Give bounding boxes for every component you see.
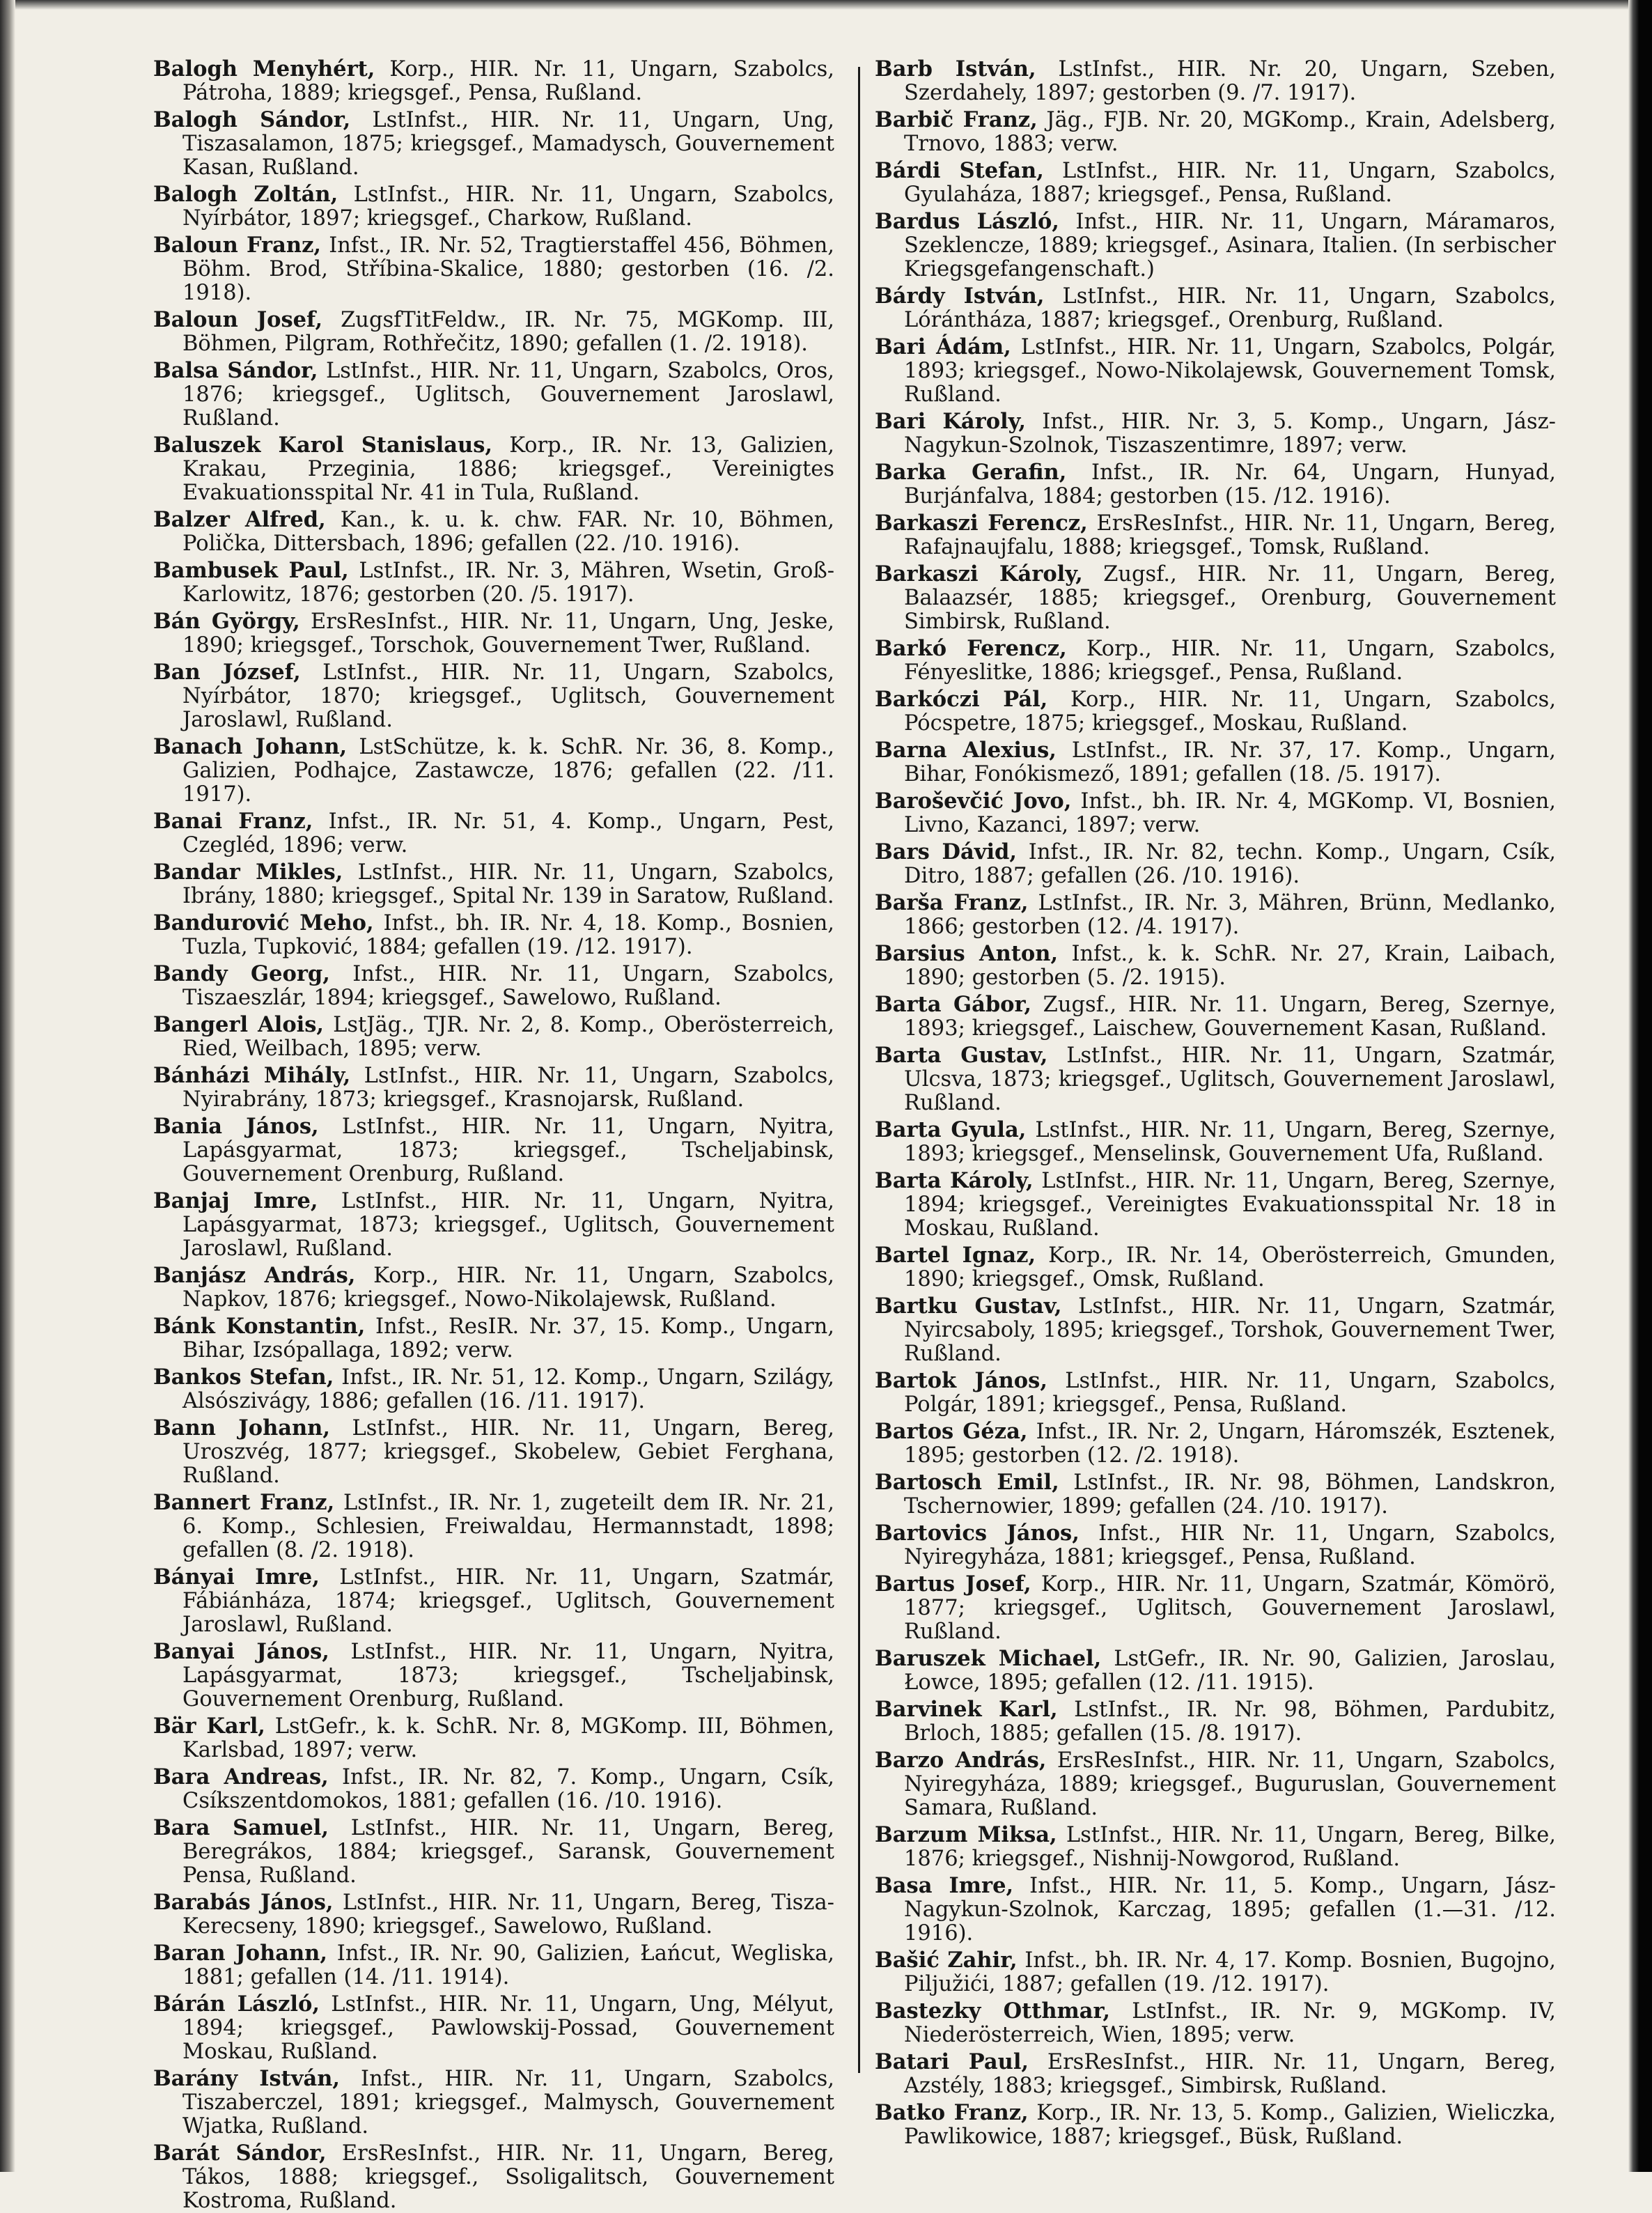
entry-details: Jäg., FJB. Nr. 20, MGKomp., Krain, Adelsberg, Trnovo, 1883; verw. [904,108,1556,156]
list-entry [875,460,1556,508]
entry-details: Infst., HIR. Nr. 11, Ungarn, Máramaros, Szeklencze, 1889; kriegsgef., Asinara, Italien. (In serbischer Kriegsgefangenschaft.) [904,210,1557,281]
entry-name: Bánházi Mihály, [153,1063,351,1088]
entry-name: Bann Johann, [153,1415,330,1441]
entry-name: Bartel Ignaz, [875,1243,1036,1268]
entry-name: Bartus Josef, [875,1571,1031,1597]
entry-name: Bartosch Emil, [875,1470,1059,1495]
list-entry [153,1491,834,1562]
entry-details: LstInfst., IR. Nr. 9, MGKomp. IV, Niederösterreich, Wien, 1895; verw. [904,1999,1556,2047]
entry-details: LstInfst., HIR. Nr. 11, Ungarn, Szabolcs, Lórántháza, 1887; kriegsgef., Orenburg, Rußland. [904,284,1556,332]
entry-name: Barbič Franz, [875,107,1038,132]
entry-name: Bárdi Stefan, [875,158,1044,183]
entry-details: Korp., IR. Nr. 13, 5. Komp., Galizien, Wieliczka, Pawlikowice, 1887; kriegsgef., Büsk, Rußland. [904,2101,1556,2149]
entry-details: ErsResInfst., HIR. Nr. 11, Ungarn, Szabolcs, Nyiregyháza, 1889; kriegsgef., Buguruslan, Gouvernement Samara, Rußland. [904,1748,1556,1820]
entry-details: Infst., HIR. Nr. 11, Ungarn, Szabolcs, Tiszaberczel, 1891; kriegsgef., Malmysch, Gouvernement Wjatka, Rußland. [182,2067,834,2138]
entry-details: LstInfst., HIR. Nr. 11, Ungarn, Bereg, Tisza-Kerecseny, 1890; kriegsgef., Sawelowo, Rußland. [182,1890,834,1939]
list-entry [875,1698,1556,1746]
entry-details: Korp., HIR. Nr. 11, Ungarn, Szatmár, Kömörö, 1877; kriegsgef., Uglitsch, Gouvernement Jaroslawl, Rußland. [904,1572,1556,1644]
list-entry [153,1416,834,1488]
entry-details: Infst., HIR. Nr. 11, 5. Komp., Ungarn, Jász-Nagykun-Szolnok, Karczag, 1895; gefallen (1.—31. /12. 1916). [904,1874,1556,1946]
entry-name: Bars Dávid, [875,839,1017,864]
entry-details: Infst., IR. Nr. 90, Galizien, Łańcut, Wegliska, 1881; gefallen (14. /11. 1914). [182,1941,834,1989]
list-entry [875,210,1556,281]
entry-details: Korp., HIR. Nr. 11, Ungarn, Szabolcs, Napkov, 1876; kriegsgef., Nowo-Nikolajewsk, Rußland. [182,1264,834,1312]
list-entry [875,1294,1556,1366]
list-entry [153,359,834,430]
entry-name: Bandurović Meho, [153,910,374,935]
entry-name: Balsa Sándor, [153,358,318,383]
list-entry [875,688,1556,736]
entry-details: Infst., IR. Nr. 51, 4. Komp., Ungarn, Pest, Czegléd, 1896; verw. [182,809,834,857]
list-entry [153,2067,834,2138]
list-entry [153,609,834,658]
entry-details: Korp., IR. Nr. 14, Oberösterreich, Gmunden, 1890; kriegsgef., Omsk, Rußland. [904,1243,1556,1291]
entry-details: Infst., IR. Nr. 52, Tragtierstaffel 456, Böhmen, Böhm. Brod, Stříbina-Skalice, 1880; gestorben (16. /2. 1918). [182,233,834,305]
entry-name: Baruszek Michael, [875,1646,1102,1671]
entry-details: Infst., bh. IR. Nr. 4, 18. Komp., Bosnien, Tuzla, Tupković, 1884; gefallen (19. /12. 1917). [182,911,834,959]
list-entry [875,57,1556,105]
list-entry [875,1169,1556,1241]
entry-details: LstGefr., IR. Nr. 90, Galizien, Jaroslau, Łowce, 1895; gefallen (12. /11. 1915). [904,1647,1557,1695]
entry-name: Baloun Josef, [153,307,323,332]
entry-name: Barna Alexius, [875,738,1057,763]
list-entry [875,1369,1556,1417]
entry-details: LstInfst., HIR. Nr. 11, Ungarn, Szabolcs, Nyírbátor, 1897; kriegsgef., Charkow, Rußland. [182,183,834,231]
entry-name: Bán György, [153,609,300,634]
list-entry [153,1013,834,1061]
entry-details: Infst., HIR Nr. 11, Ungarn, Szabolcs, Nyiregyháza, 1881; kriegsgef., Pensa, Rußland. [904,1521,1556,1569]
entry-name: Barzo András, [875,1748,1047,1773]
list-entry [875,1999,1556,2047]
entry-details: LstGefr., k. k. SchR. Nr. 8, MGKomp. III, Böhmen, Karlsbad, 1897; verw. [182,1714,835,1762]
entry-name: Banjaj Imre, [153,1188,318,1213]
entry-name: Baloun Franz, [153,233,322,258]
list-entry [875,637,1556,685]
list-entry [153,809,834,857]
entry-details: Infst., k. k. SchR. Nr. 27, Krain, Laibach, 1890; gestorben (5. /2. 1915). [904,942,1556,990]
entry-details: ErsResInfst., HIR. Nr. 11, Ungarn, Bereg, Rafajnaujfalu, 1888; kriegsgef., Tomsk, Rußland. [904,511,1556,559]
entry-details: LstInfst., IR. Nr. 3, Mähren, Brünn, Medlanko, 1866; gestorben (12. /4. 1917). [904,891,1557,939]
entry-details: LstInfst., HIR. Nr. 11, Ungarn, Szatmár, Fábiánháza, 1874; kriegsgef., Uglitsch, Gouvernement Jaroslawl, Rußland. [182,1565,834,1637]
list-entry [875,1948,1556,1996]
entry-details: Infst., IR. Nr. 82, techn. Komp., Ungarn, Csík, Ditro, 1887; gefallen (26. /10. 1916). [904,840,1556,888]
entry-name: Baran Johann, [153,1941,327,1966]
entry-details: LstInfst., HIR. Nr. 11, Ungarn, Bereg, Uroszvég, 1877; kriegsgef., Skobelew, Gebiet Ferghana, Rußland. [182,1416,834,1488]
entry-details: LstInfst., HIR. Nr. 11, Ungarn, Szabolcs, Ibrány, 1880; kriegsgef., Spital Nr. 139 in Saratow, Rußland. [182,860,834,908]
entry-name: Barb István, [875,56,1036,81]
list-entry [875,942,1556,990]
list-entry [875,1572,1556,1644]
entry-details: ErsResInfst., HIR. Nr. 11, Ungarn, Bereg, Tákos, 1888; kriegsgef., Ssoligalitsch, Gouvernement Kostroma, Rußland. [182,2141,834,2213]
list-entry [153,1365,834,1413]
entry-details: Infst., ResIR. Nr. 37, 15. Komp., Ungarn, Bihar, Izsópallaga, 1892; verw. [182,1314,835,1362]
entry-name: Bannert Franz, [153,1490,335,1515]
list-entry [153,1640,834,1711]
column-divider [858,67,860,2073]
list-entry [153,660,834,732]
list-entry [153,735,834,807]
list-entry [875,993,1556,1041]
entry-details: LstInfst., HIR. Nr. 11, Ungarn, Szatmár, Nyircsaboly, 1895; kriegsgef., Torshok, Gouvernement Twer, Rußland. [904,1294,1556,1366]
list-entry [875,1420,1556,1468]
entry-details: LstInfst., HIR. Nr. 11, Ungarn, Szabolcs, Oros, 1876; kriegsgef., Uglitsch, Gouvernement Jaroslawl, Rußland. [182,359,834,430]
entry-name: Bartok János, [875,1368,1047,1393]
entry-name: Bär Karl, [153,1714,265,1739]
entry-name: Bánk Konstantin, [153,1314,366,1339]
entry-name: Bartku Gustav, [875,1294,1062,1319]
entry-name: Ban József, [153,660,301,685]
entry-details: LstInfst., HIR. Nr. 11, Ungarn, Bereg, Bilke, 1876; kriegsgef., Nishnij-Nowgorod, Rußland. [904,1823,1557,1871]
entry-name: Bartovics János, [875,1521,1080,1546]
entry-details: LstInfst., HIR. Nr. 11, Ungarn, Bereg, Szernye, 1894; kriegsgef., Vereinigtes Evakuationsspital Nr. 18 in Moskau, Rußland. [904,1169,1556,1241]
entry-name: Bardus László, [875,209,1059,234]
list-entry [875,1243,1556,1291]
entry-details: LstInfst., HIR. Nr. 11, Ungarn, Nyitra, Lapásgyarmat, 1873; kriegsgef., Tscheljabinsk, Gouvernement Orenburg, Rußland. [182,1115,834,1186]
list-entry [153,57,834,105]
entry-details: LstInfst., HIR. Nr. 11, Ungarn, Szabolcs, Gyulaháza, 1887; kriegsgef., Pensa, Rußland. [904,159,1556,207]
list-entry [875,511,1556,559]
entry-name: Bárán László, [153,1991,320,2017]
entry-details: Infst., bh. IR. Nr. 4, 17. Komp. Bosnien, Bugojno, Piljužići, 1887; gefallen (19. /12. 1917). [904,1948,1557,1996]
entry-name: Barsius Anton, [875,941,1059,966]
entry-name: Barkóczi Pál, [875,687,1048,712]
entry-details: LstInfst., HIR. Nr. 11, Ungarn, Nyitra, Lapásgyarmat, 1873; kriegsgef., Uglitsch, Gouvernement Jaroslawl, Rußland. [182,1189,834,1261]
entry-name: Bandar Mikles, [153,860,343,885]
list-entry [875,738,1556,786]
entry-details: LstInfst., HIR. Nr. 11, Ungarn, Nyitra, Lapásgyarmat, 1873; kriegsgef., Tscheljabinsk, Gouvernement Orenburg, Rußland. [182,1640,834,1711]
entry-name: Bankos Stefan, [153,1365,334,1390]
entry-name: Banjász András, [153,1263,356,1288]
right-column [875,56,1557,2149]
entry-name: Barta Gustav, [875,1043,1048,1068]
entry-name: Bangerl Alois, [153,1012,325,1037]
entry-name: Barkó Ferencz, [875,636,1067,661]
list-entry [153,860,834,908]
entry-details: Zugsf., HIR. Nr. 11, Ungarn, Bereg, Balaazsér, 1885; kriegsgef., Orenburg, Gouvernement Simbirsk, Rußland. [904,562,1556,634]
list-entry [875,1521,1556,1569]
entry-name: Basa Imre, [875,1873,1014,1898]
list-entry [153,911,834,959]
entry-details: LstInfst., IR. Nr. 98, Böhmen, Pardubitz, Brloch, 1885; gefallen (15. /8. 1917). [904,1698,1556,1746]
entry-name: Barány István, [153,2066,341,2091]
list-entry [875,1470,1556,1519]
entry-name: Barabás János, [153,1890,334,1915]
entry-name: Balzer Alfred, [153,507,326,532]
entry-details: Korp., HIR. Nr. 11, Ungarn, Szabolcs, Pócspetre, 1875; kriegsgef., Moskau, Rußland. [904,688,1557,736]
entry-details: LstSchütze, k. k. SchR. Nr. 36, 8. Komp., Galizien, Podhajce, Zastawcze, 1876; gefallen (22. /11. 1917). [182,735,834,807]
list-entry [153,433,834,505]
list-entry [875,335,1556,407]
list-entry [153,1714,834,1762]
list-entry [153,508,834,556]
entry-details: ErsResInfst., HIR. Nr. 11, Ungarn, Ung, Jeske, 1890; kriegsgef., Torschok, Gouvernement Twer, Rußland. [182,609,834,658]
entry-name: Banach Johann, [153,734,348,759]
entry-name: Barša Franz, [875,890,1029,915]
entry-details: LstInfst., IR. Nr. 37, 17. Komp., Ungarn, Bihar, Fonókismező, 1891; gefallen (18. /5. 1917). [904,738,1556,786]
entry-name: Baluszek Karol Stanislaus, [153,433,492,458]
entry-details: LstInfst., HIR. Nr. 11, Ungarn, Ung, Tiszasalamon, 1875; kriegsgef., Mamadysch, Gouvernement Kasan, Rußland. [182,108,834,180]
entry-details: Infst., IR. Nr. 64, Ungarn, Hunyad, Burjánfalva, 1884; gestorben (15. /12. 1916). [904,460,1556,508]
entry-name: Bandy Georg, [153,961,330,986]
entry-details: Korp., HIR. Nr. 11, Ungarn, Szabolcs, Fényeslitke, 1886; kriegsgef., Pensa, Rußland. [904,637,1556,685]
entry-name: Bara Andreas, [153,1764,329,1789]
entry-details: LstInfst., HIR. Nr. 11, Ungarn, Bereg, Beregrákos, 1884; kriegsgef., Saransk, Gouvernement Pensa, Rußland. [182,1816,834,1888]
entry-details: LstInfst., HIR. Nr. 11, Ungarn, Szabolcs, Polgár, 1893; kriegsgef., Nowo-Nikolajewsk, Gouvernement Tomsk, Rußland. [904,335,1556,407]
list-entry [153,2141,834,2213]
list-entry [875,562,1556,634]
entry-details: LstInfst., HIR. Nr. 11, Ungarn, Szabolcs, Polgár, 1891; kriegsgef., Pensa, Rußland. [904,1369,1556,1417]
entry-details: LstInfst., HIR. Nr. 11, Ungarn, Szatmár, Ulcsva, 1873; kriegsgef., Uglitsch, Gouvernement Jaroslawl, Rußland. [904,1043,1556,1115]
entry-name: Bambusek Paul, [153,558,349,583]
entry-name: Balogh Zoltán, [153,182,338,207]
entry-details: Infst., bh. IR. Nr. 4, MGKomp. VI, Bosnien, Livno, Kazanci, 1897; verw. [904,789,1557,837]
list-entry [153,233,834,305]
entry-details: Kan., k. u. k. chw. FAR. Nr. 10, Böhmen, Polička, Dittersbach, 1896; gefallen (22. /10. 1916). [182,508,834,556]
entry-details: LstInfst., IR. Nr. 3, Mähren, Wsetin, Groß-Karlowitz, 1876; gestorben (20. /5. 1917). [182,559,835,607]
list-entry [153,1890,834,1939]
entry-details: LstInfst., HIR. Nr. 11, Ungarn, Ung, Mélyut, 1894; kriegsgef., Pawlowskij-Possad, Gouvernement Moskau, Rußland. [182,1992,834,2064]
entry-name: Bányai Imre, [153,1564,320,1590]
entry-details: Infst., HIR. Nr. 3, 5. Komp., Ungarn, Jász-Nagykun-Szolnok, Tiszaszentimre, 1897; verw. [904,410,1556,458]
entry-name: Barta Károly, [875,1168,1034,1193]
list-entry [153,1264,834,1312]
entry-details: Infst., HIR. Nr. 11, Ungarn, Szabolcs, Tiszaeszlár, 1894; kriegsgef., Sawelowo, Rußland. [182,962,834,1010]
entry-name: Bari Ádám, [875,334,1011,359]
scan-edge-right [1628,0,1652,2172]
entry-details: Zugsf., HIR. Nr. 11. Ungarn, Bereg, Szernye, 1893; kriegsgef., Laischew, Gouvernement Kasan, Rußland. [904,993,1557,1041]
entry-name: Barát Sándor, [153,2141,327,2166]
entry-name: Banai Franz, [153,809,313,834]
entry-details: LstInfst., HIR. Nr. 20, Ungarn, Szeben, Szerdahely, 1897; gestorben (9. /7. 1917). [904,57,1556,105]
entry-name: Bania János, [153,1114,319,1139]
entry-details: LstInfst., IR. Nr. 98, Böhmen, Landskron, Tschernowier, 1899; gefallen (24. /10. 1917). [904,1470,1557,1519]
entry-name: Banyai János, [153,1639,329,1664]
entry-details: Infst., IR. Nr. 51, 12. Komp., Ungarn, Szilágy, Alsószivágy, 1886; gefallen (16. /11. 1917). [182,1365,834,1413]
list-entry [875,159,1556,207]
entry-name: Bara Samuel, [153,1815,329,1840]
list-entry [153,1992,834,2064]
list-entry [875,2050,1556,2098]
entry-name: Barka Gerafin, [875,460,1067,485]
left-column [153,56,835,2213]
entry-name: Barzum Miksa, [875,1822,1057,1847]
list-entry [153,1941,834,1989]
entry-name: Bastezky Otthmar, [875,1998,1110,2024]
list-entry [153,1189,834,1261]
list-entry [875,284,1556,332]
list-entry [875,1043,1556,1115]
list-entry [153,1064,834,1112]
entry-name: Balogh Sándor, [153,107,351,132]
entry-details: LstInfst., HIR. Nr. 11, Ungarn, Bereg, Szernye, 1893; kriegsgef., Menselinsk, Gouvernement Ufa, Rußland. [904,1118,1556,1166]
entry-details: ErsResInfst., HIR. Nr. 11, Ungarn, Bereg, Azstély, 1883; kriegsgef., Simbirsk, Rußland. [904,2050,1556,2098]
list-entry [875,1118,1556,1166]
list-entry [875,789,1556,837]
list-entry [875,1874,1556,1946]
entry-name: Balogh Menyhért, [153,56,375,81]
list-entry [153,183,834,231]
entry-name: Bartos Géza, [875,1419,1028,1444]
entry-name: Batari Paul, [875,2049,1029,2074]
entry-details: LstInfst., HIR. Nr. 11, Ungarn, Szabolcs, Nyirabrány, 1873; kriegsgef., Krasnojarsk, Rußland. [182,1064,834,1112]
entry-details: Korp., IR. Nr. 13, Galizien, Krakau, Przeginia, 1886; kriegsgef., Vereinigtes Evakuationsspital Nr. 41 in Tula, Rußland. [182,433,834,505]
list-entry [153,108,834,180]
list-entry [153,308,834,356]
list-entry [153,559,834,607]
entry-name: Bašić Zahir, [875,1948,1018,1973]
entry-details: Infst., IR. Nr. 82, 7. Komp., Ungarn, Csík, Csíkszentdomokos, 1881; gefallen (16. /10. 1916). [182,1765,835,1813]
list-entry [875,1748,1556,1820]
entry-details: ZugsfTitFeldw., IR. Nr. 75, MGKomp. III, Böhmen, Pilgram, Rothřečitz, 1890; gefallen (1. /2. 1918). [182,308,835,356]
entry-name: Baroševčić Jovo, [875,789,1072,814]
list-entry [153,962,834,1010]
list-entry [153,1816,834,1888]
list-entry [153,1565,834,1637]
entry-name: Bari Károly, [875,409,1027,434]
list-entry [875,410,1556,458]
list-entry [153,1765,834,1813]
list-entry [875,108,1556,156]
list-entry [875,1647,1556,1695]
list-entry [875,840,1556,888]
entry-details: Korp., HIR. Nr. 11, Ungarn, Szabolcs, Pátroha, 1889; kriegsgef., Pensa, Rußland. [182,57,835,105]
entry-name: Bárdy István, [875,284,1045,309]
entry-details: LstInfst., IR. Nr. 1, zugeteilt dem IR. Nr. 21, 6. Komp., Schlesien, Freiwaldau, Hermannstadt, 1898; gefallen (8. /2. 1918). [182,1491,835,1562]
scan-edge-top [0,0,1652,10]
list-entry [153,1115,834,1186]
list-entry [875,1823,1556,1871]
entry-details: Infst., IR. Nr. 2, Ungarn, Háromszék, Esztenek, 1895; gestorben (12. /2. 1918). [904,1420,1556,1468]
entry-details: LstInfst., HIR. Nr. 11, Ungarn, Szabolcs, Nyírbátor, 1870; kriegsgef., Uglitsch, Gouvernement Jaroslawl, Rußland. [182,660,834,732]
entry-name: Barta Gábor, [875,992,1031,1017]
entry-name: Batko Franz, [875,2100,1029,2125]
list-entry [875,2101,1556,2149]
list-entry [153,1314,834,1362]
entry-name: Barkaszi Ferencz, [875,511,1088,536]
entry-name: Barkaszi Károly, [875,561,1083,587]
list-entry [875,891,1556,939]
entry-name: Barta Gyula, [875,1117,1027,1142]
entry-details: LstJäg., TJR. Nr. 2, 8. Komp., Oberösterreich, Ried, Weilbach, 1895; verw. [182,1013,834,1061]
entry-name: Barvinek Karl, [875,1697,1058,1722]
scan-edge-left [0,0,15,2172]
